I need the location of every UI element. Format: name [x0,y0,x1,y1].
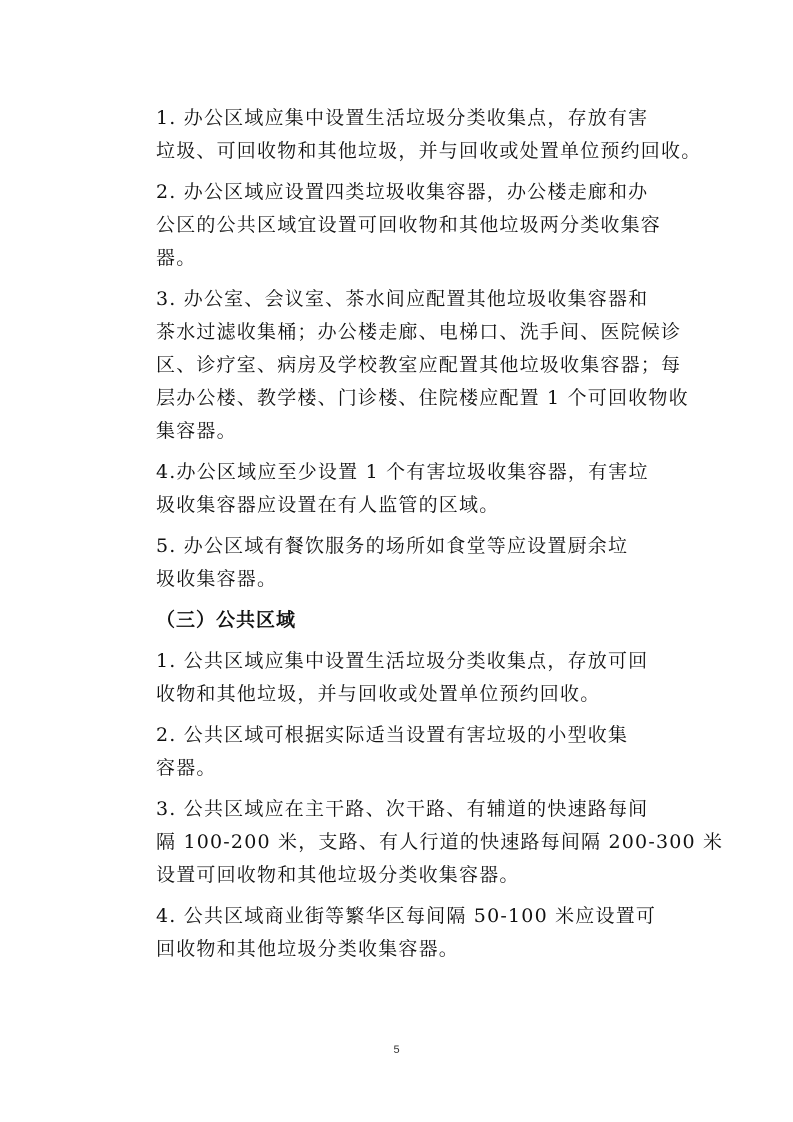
text-line: 层办公楼、教学楼、门诊楼、住院楼应配置 1 个可回收物收 [156,387,689,409]
text-line: 设置可回收物和其他垃圾分类收集容器。 [156,864,520,886]
text-line: 圾收集容器。 [156,568,278,590]
text-line: 收物和其他垃圾，并与回收或处置单位预约回收。 [156,683,601,705]
text-line: 2. 公共区域可根据实际适当设置有害垃圾的小型收集 [156,724,629,746]
text-line: 1. 公共区域应集中设置生活垃圾分类收集点，存放可回 [156,650,649,672]
paragraph-office-5 [118,530,684,596]
paragraph-office-1 [118,102,702,168]
text-line: 垃圾、可回收物和其他垃圾，并与回收或处置单位预约回收。 [156,140,702,162]
page-number: 5 [393,1044,400,1056]
text-line: 器。 [156,247,197,269]
text-line: 5. 办公区域有餐饮服务的场所如食堂等应设置厨余垃 [156,535,629,557]
text-line: 2. 办公区域应设置四类垃圾收集容器，办公楼走廊和办 [156,181,649,203]
text-line: 回收物和其他垃圾分类收集容器。 [156,938,460,960]
paragraph-public-4 [118,900,684,966]
text-line: 茶水过滤收集桶；办公楼走廊、电梯口、洗手间、医院候诊 [156,321,682,343]
text-line: 圾收集容器应设置在有人监管的区域。 [156,494,500,516]
paragraph-public-1 [118,645,684,711]
text-line: 集容器。 [156,420,237,442]
text-line: 公区的公共区域宜设置可回收物和其他垃圾两分类收集容 [156,214,662,236]
paragraph-public-3 [118,793,724,892]
text-line: 4.办公区域应至少设置 1 个有害垃圾收集容器，有害垃 [156,461,649,483]
paragraph-office-2 [118,176,684,275]
text-line: 区、诊疗室、病房及学校教室应配置其他垃圾收集容器；每 [156,354,682,376]
text-line: 隔 100-200 米，支路、有人行道的快速路每间隔 200-300 米 [156,831,724,853]
text-line: 1. 办公区域应集中设置生活垃圾分类收集点，存放有害 [156,107,649,129]
text-line: 3. 公共区域应在主干路、次干路、有辅道的快速路每间 [156,798,649,820]
section-heading: （三）公共区域 [156,609,297,631]
paragraph-public-2 [118,719,684,785]
text-line: 容器。 [156,757,217,779]
text-line: 3. 办公室、会议室、茶水间应配置其他垃圾收集容器和 [156,288,649,310]
text-line: 4. 公共区域商业街等繁华区每间隔 50-100 米应设置可 [156,905,657,927]
document-body [118,102,724,966]
paragraph-office-4 [118,456,684,522]
paragraph-office-3 [118,283,689,448]
